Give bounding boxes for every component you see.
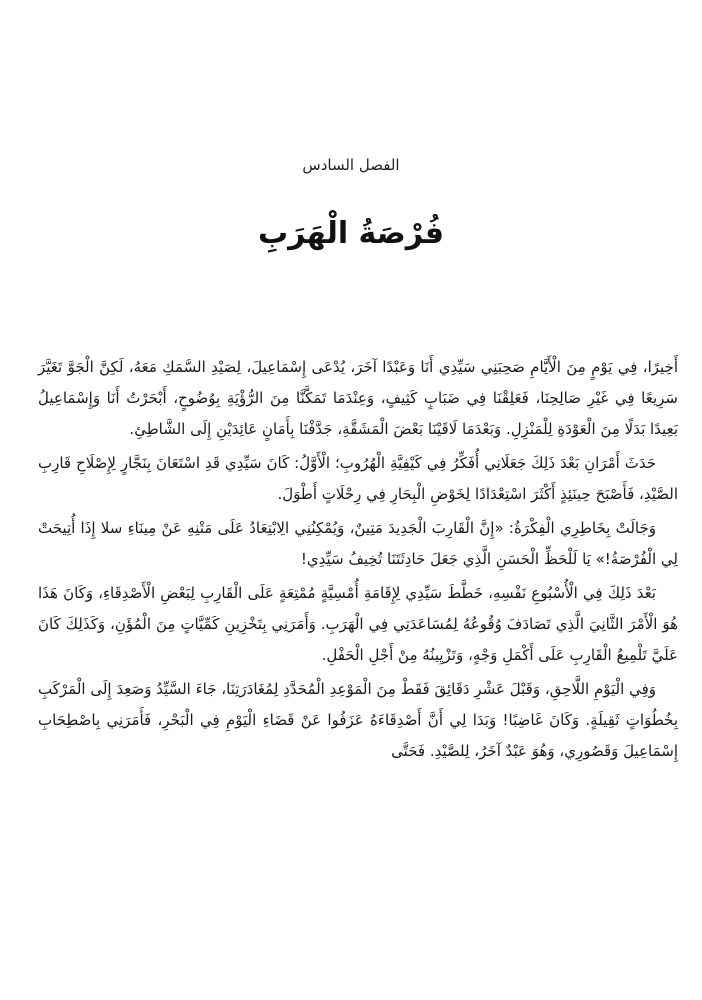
paragraph: بَعْدَ ذَلِكَ فِي الْأُسْبُوعِ نَفْسِهِ، خَطَّطَ سَيِّدِي لِإِقَامَةِ أُمْسِيَّةٍ مُمْتِعَةٍ عَلَى الْقَارِبِ لِبَعْضِ الْأَصْدِقَاءِ، وَكَانَ هَذَا هُوَ الْأَمْرَ الثَّانِيَ الَّذِي تَصَادَفَ وُقُوعُهُ لِمُسَاعَدَتِي فِي الْهَرَبِ. وَأَمَرَنِي بِتَخْزِينِ كَمِّيَّاتٍ مِنَ الْمُؤَنِ، وَكَذَلِكَ كَانَ عَلَيَّ تَلْمِيعُ الْقَارِبِ عَلَى أَكْمَلِ وَجْهٍ، وَتَزْيِينُهُ مِنْ أَجْلِ الْحَفْلِ. — [38, 584, 678, 664]
chapter-label: الفصل السادس — [302, 156, 400, 174]
chapter-body — [38, 352, 678, 770]
paragraph: حَدَثَ أَمْرَانِ بَعْدَ ذَلِكَ جَعَلَانِي أُفَكِّرُ فِي كَيْفِيَّةِ الْهُرُوبِ؛ الْأَوَّلُ: كَانَ سَيِّدِي قَدِ اسْتَعَانَ بِنَجَّارٍ لِإِصْلَاحِ قَارِبِ الصَّيْدِ، فَأَصْبَحَ حِينَئِذٍ أَكْثَرَ اسْتِعْدَادًا لِخَوْضِ الْبِحَارِ فِي رِحْلَاتٍ أَطْوَلَ. — [38, 454, 678, 503]
paragraph: وَجَالَتْ بِخَاطِرِي الْفِكْرَةُ: «إِنَّ الْقَارِبَ الْجَدِيدَ مَتِينٌ، وَيُمْكِنُنِي الِابْتِعَادُ عَلَى مَتْنِهِ عَنْ مِينَاءِ سلا إِذَا أُتِيحَتْ لِي الْفُرْصَةُ!» يَا لَلْحَظِّ الْحَسَنِ الَّذِي جَعَلَ حَادِثَتَنَا تُخِيفُ سَيِّدِي! — [38, 519, 678, 568]
paragraph: أَخِيرًا، فِي يَوْمٍ مِنَ الْأَيَّامِ صَحِبَنِي سَيِّدِي أَنَا وَعَبْدًا آخَرَ، يُدْعَى إِسْمَاعِيلَ، لِصَيْدِ السَّمَكِ مَعَهُ، لَكِنَّ الْجَوَّ تَغَيَّرَ سَرِيعًا فِي غَيْرِ صَالِحِنَا، فَعَلِقْنَا فِي ضَبَابٍ كَثِيفٍ، وَعِنْدَمَا تَمَكَّنَّا مِنَ الرُّؤْيَةِ بِوُضُوحٍ، أَبْحَرْتُ أَنَا وَإِسْمَاعِيلُ بَعِيدًا بَدَلًا مِنَ الْعَوْدَةِ لِلْمَنْزِلِ. وَبَعْدَمَا لَاقَيْنَا بَعْضَ الْمَشَقَّةِ، جَدَّفْنَا بِأَمَانٍ عَائِدَيْنِ إِلَى الشَّاطِئِ. — [38, 358, 678, 438]
paragraph: وَفِي الْيَوْمِ اللَّاحِقِ، وَقَبْلَ عَشْرِ دَقَائِقَ فَقَطْ مِنَ الْمَوْعِدِ الْمُحَدَّدِ لِمُغَادَرَتِنَا، جَاءَ السَّيِّدُ وَصَعِدَ إِلَى الْمَرْكَبِ بِخُطُوَاتٍ ثَقِيلَةٍ. وَكَانَ غَاضِبًا! وَبَدَا لِي أَنَّ أَصْدِقَاءَهُ عَزَفُوا عَنْ قَضَاءِ الْيَوْمِ فِي الْبَحْرِ، فَأَمَرَنِي بِاصْطِحَابِ إِسْمَاعِيلَ وَقَصُورِي، وَهُوَ عَبْدٌ آخَرُ، لِلصَّيْدِ. فَحَتَّى — [38, 680, 678, 760]
chapter-title: فُرْصَةُ الْهَرَبِ — [257, 216, 445, 251]
